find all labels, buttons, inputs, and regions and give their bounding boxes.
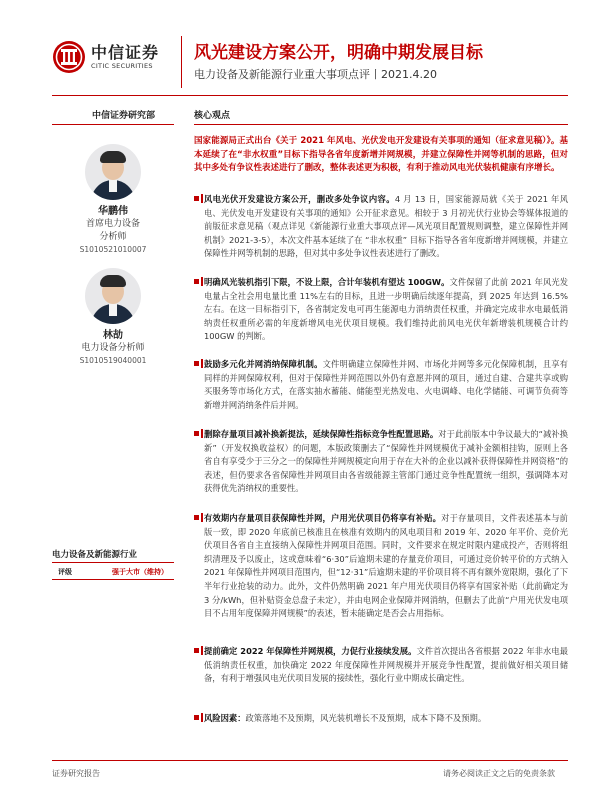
bullet-icon xyxy=(194,279,199,284)
analyst-card xyxy=(52,268,174,367)
bullet-icon xyxy=(194,648,199,653)
item-lead: 鼓励多元化并网消纳保障机制。 xyxy=(204,359,323,369)
bullet-icon xyxy=(194,431,199,436)
main-rule xyxy=(194,124,568,125)
item-body: 文件首次提出各省根据 2022 年非水电最低消纳责任权重，加快确定 2022 年度保障性并网规模并开展竞争性配置，提前做好相关项目储备，有利于增强风电光伏项目发展的接续性，强化行业中期成长确定性。 xyxy=(204,646,568,684)
item-lead: 提前确定 2022 年保障性并网规模，力促行业接续发展。 xyxy=(204,646,417,656)
analyst-role: 首席电力设备 xyxy=(85,219,140,229)
item-body: 4 月 13 日，国家能源局就《关于 2021 年风电、光伏发电开发建设有关事项的通知》公开征求意见。相较于 3 月初光伏行业协会等媒体报道的前版征求意见稿（观点详见《新能源行业重大事项点评—风光项目配置规则调整，建立保障性并网机制》2021-3-5），本次文件基本延续了在 “非水权重” 目标下指导各省年度新增并网规模，并建立保障性并网等机制的思路，但对其中多处争议性表述进行了删改。 xyxy=(204,194,568,259)
citic-logo-icon xyxy=(52,40,86,74)
footer-disclaimer: 请务必阅读正文之后的免责条款 xyxy=(443,769,555,778)
analyst-name: 林劼 xyxy=(103,330,123,341)
rating-label: 评级 xyxy=(58,568,72,576)
item-lead: 风险因素： xyxy=(204,713,246,723)
item-body: 对于此前版本中争议最大的“减补换新”（开发权换收益权）的问题，本版政策删去了“保障性并网规模优于减补金额相挂钩，原则上各省自有享受少于三分之一的保障性并网规模定向用于存在大补的企业以减补获得保障性并网资格”的表述，但仍要求各省保障性并网项目由各省级能源主管部门通过竞争性配置统一组织，强调降本对获得优先消纳权的重要性。 xyxy=(204,429,568,494)
core-views-title: 核心观点 xyxy=(194,111,231,121)
avatar xyxy=(85,268,141,324)
analyst-id: S1010519040001 xyxy=(79,356,147,365)
analyst-card xyxy=(52,144,174,256)
item-body: 对于存量项目，文件表述基本与前版一致，即 2020 年底前已核准且在核准有效期内的风电项目和 2019 年、2020 年平价、竞价光伏项目各省自主直接纳入保障性并网项目范围。同时，文件要求在规定时限内建成投产，否则将组织清理及予以废止，这或意味着“6·30”后逾期未建的存量竞价项目，可通过竞价转平价的方式纳入 2021 年保障性并网项目范围内，但“12·31”后逾期未建的平价项目将不再有额外宽限期，强化了下半年行业抢装的动力。此外，文件仍然明确 2021 年户用光伏项目仍将享有国家补贴（此前确定为 3 分/kWh，但补贴资金总盘子未定），并由电网企业保障并网消纳，但删去了此前“户用光伏发电项目不占用年度保障并网规模”的表述，暂未能确定是否会占用指标。 xyxy=(204,513,568,619)
brand-name-cn: 中信证券 xyxy=(91,42,160,62)
item-body: 文件保留了此前 2021 年风光发电量占全社会用电量比重 11%左右的目标，且进一步明确后续逐年提高，到 2025 年达到 16.5%左右。在这一目标指引下，各省制定发电可再生能源电力消纳责任权重，并确定完成非水电最低消纳责任权重所必需的年度新增风电光伏项目规模。我们维持此前风电光伏年新增装机规模合计约 100GW 的判断。 xyxy=(204,277,569,342)
footer-left: 证券研究报告 xyxy=(52,769,100,778)
item-body: 政策落地不及预期，风光装机增长不及预期，成本下降不及预期。 xyxy=(245,713,487,723)
summary-paragraph: 国家能源局正式出台《关于 2021 年风电、光伏发电开发建设有关事项的通知（征求意见稿）》。基本延续了在“非水权重”目标下指导各省年度新增并网规模，并建立保障性并网等机制的思路，但对其中多处有争议性表述进行了删改，整体表述更为积极，有利于推动风电光伏装机健康有序增长。 xyxy=(194,136,568,174)
rating-value: 强于大市（维持） xyxy=(112,568,168,576)
item-lead: 有效期内存量项目获保障性并网，户用光伏项目仍将享有补贴。 xyxy=(204,513,442,523)
sidebar-rule xyxy=(52,124,174,125)
item-lead: 风电光伏开发建设方案公开，删改多处争议内容。 xyxy=(204,194,395,204)
avatar xyxy=(85,144,141,200)
analyst-role: 电力设备分析师 xyxy=(81,343,145,353)
item-lead: 删除存量项目减补换新提法，延续保障性指标竞争性配置思路。 xyxy=(204,429,439,439)
bullet-icon xyxy=(194,515,199,520)
bullet-icon xyxy=(194,715,199,720)
brand-name-en: CITIC SECURITIES xyxy=(91,61,153,70)
bullet-icon xyxy=(194,361,199,366)
list-item xyxy=(194,276,568,344)
item-lead: 明确风光装机指引下限，不设上限，合计年装机有望达 100GW。 xyxy=(204,277,450,287)
list-item xyxy=(194,512,568,621)
analyst-id: S1010521010007 xyxy=(79,245,147,254)
industry-box-title: 电力设备及新能源行业 xyxy=(52,550,138,560)
brand-logo xyxy=(52,40,159,74)
header-rule xyxy=(52,95,568,96)
list-item xyxy=(194,358,568,412)
list-item xyxy=(194,193,568,261)
header-divider xyxy=(181,36,182,88)
analyst-name: 华鹏伟 xyxy=(98,206,128,217)
analyst-role: 分析师 xyxy=(99,232,127,242)
report-subtitle: 电力设备及新能源行业重大事项点评丨2021.4.20 xyxy=(194,68,437,81)
item-body: 文件明确建立保障性并网、市场化并网等多元化保障机制，且享有同样的并网保障权利，但对于保障性并网范围以外仍有意愿并网的项目，通过自建、合建共享或购买服务等市场化方式，在落实抽水蓄能、储能型光热发电、火电调峰、电化学储能、可调节负荷等新增并网消纳条件后并网。 xyxy=(204,359,568,410)
footer-rule xyxy=(52,760,568,761)
research-dept-title: 中信证券研究部 xyxy=(92,111,156,121)
list-item xyxy=(194,712,568,726)
list-item xyxy=(194,428,568,496)
report-title: 风光建设方案公开，明确中期发展目标 xyxy=(194,43,483,63)
list-item xyxy=(194,645,568,686)
bullet-icon xyxy=(194,196,199,201)
